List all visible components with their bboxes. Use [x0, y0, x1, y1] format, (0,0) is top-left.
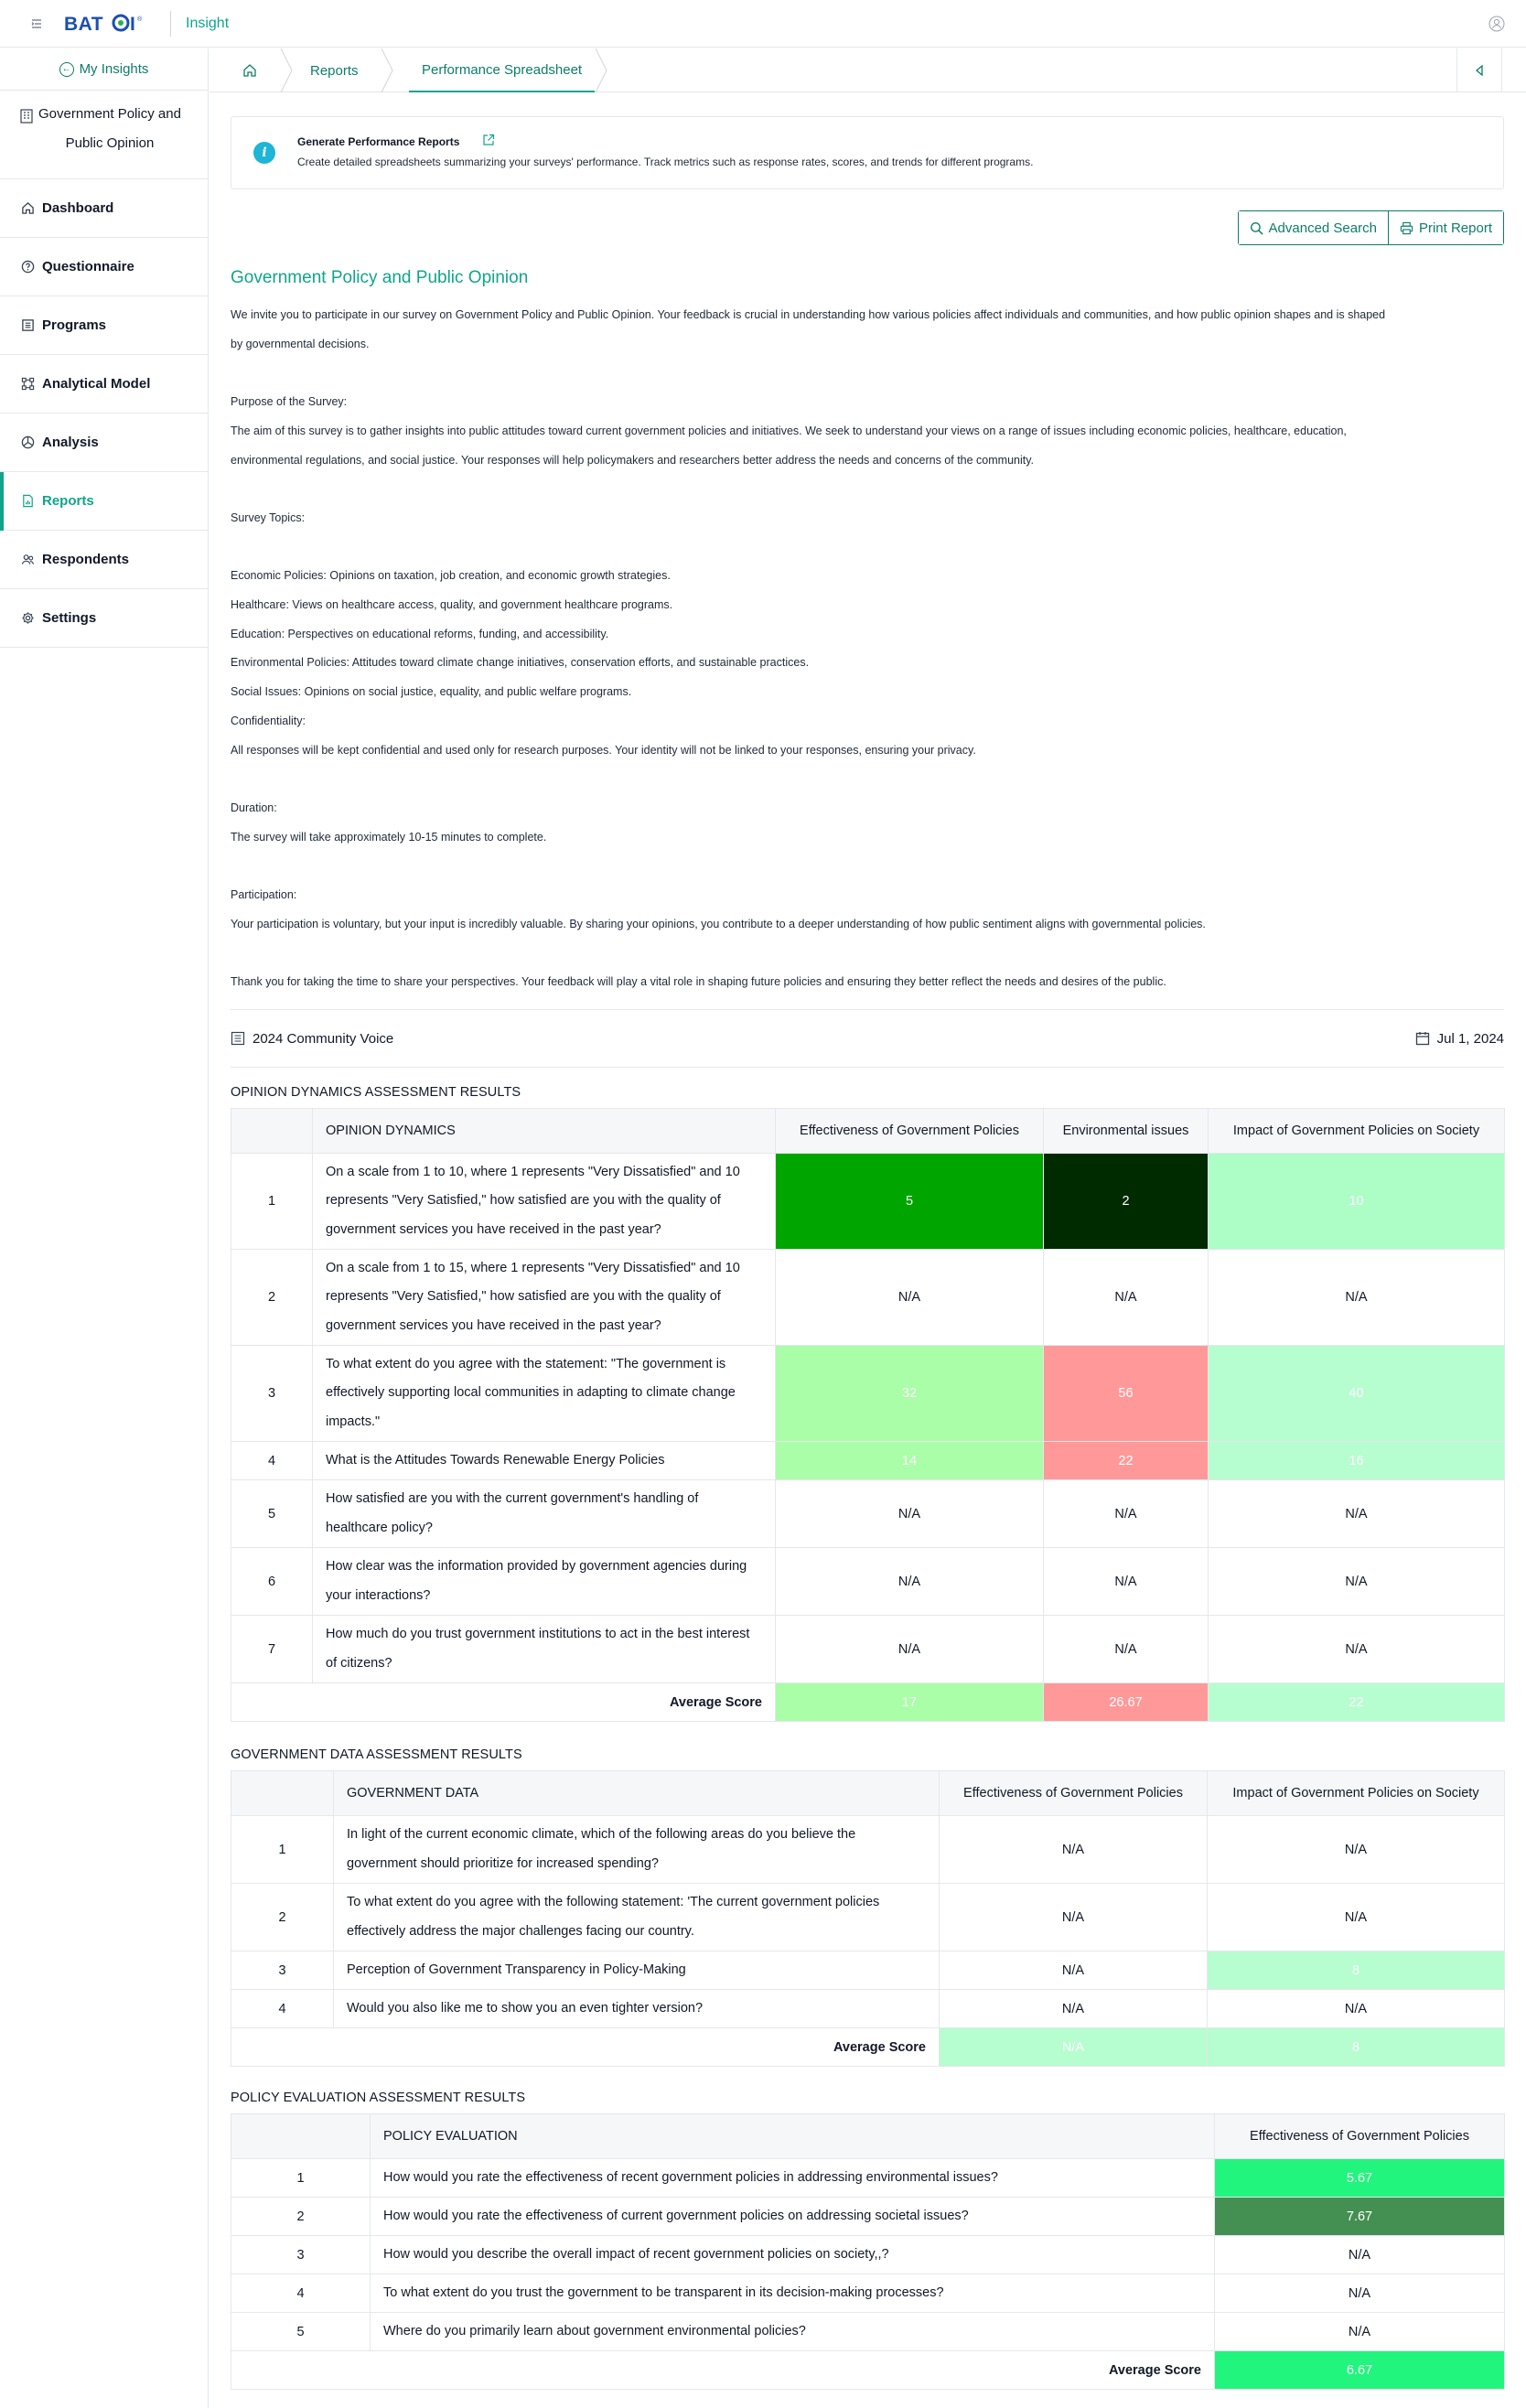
external-link-icon[interactable]: [482, 134, 495, 149]
breadcrumb-separator-icon: [277, 48, 296, 92]
description-line: The survey will take approximately 10-15 minutes to complete.: [231, 830, 547, 844]
table-header-row: [231, 1109, 1505, 1154]
advanced-search-button[interactable]: [1239, 211, 1388, 244]
sidebar-item-programs[interactable]: [0, 296, 208, 355]
question-text: On a scale from 1 to 10, where 1 represents "Very Dissatisfied" and 10 represents "Very Satisfied," how satisfied are you with the quality of government services you have received in the past year?: [313, 1154, 776, 1250]
score-cell: N/A: [1215, 2313, 1505, 2351]
row-number: 3: [231, 1951, 334, 1990]
score-cell: 5: [776, 1154, 1044, 1250]
sidebar-item-settings[interactable]: [0, 589, 208, 648]
table-row: [231, 1442, 1505, 1480]
score-cell: 16: [1209, 1442, 1505, 1480]
description-line: Confidentiality:: [231, 714, 306, 727]
row-number: 2: [231, 1250, 313, 1346]
printer-icon: [1400, 221, 1413, 235]
row-number: 4: [231, 1990, 334, 2028]
score-cell: 22: [1044, 1442, 1209, 1480]
table-header-row: [231, 1771, 1505, 1816]
sidebar-item-label: Analytical Model: [42, 376, 151, 392]
question-text: Where do you primarily learn about government environmental policies?: [371, 2313, 1215, 2351]
score-cell: 40: [1209, 1346, 1505, 1442]
table-row: [231, 1154, 1505, 1250]
question-text: In light of the current economic climate, which of the following areas do you believe the government should prioritize for increased spending?: [334, 1816, 940, 1884]
pie-chart-icon: [20, 435, 35, 450]
row-number: 3: [231, 1346, 313, 1442]
score-cell: 56: [1044, 1346, 1209, 1442]
score-cell: 32: [776, 1346, 1044, 1442]
home-icon: [242, 63, 257, 78]
row-number: 4: [231, 1442, 313, 1480]
score-cell: N/A: [940, 1990, 1208, 2028]
description-line: Environmental Policies: Attitudes toward climate change initiatives, conservation efforts, and sustainable practices.: [231, 656, 810, 670]
score-cell: 10: [1209, 1154, 1505, 1250]
program-name: 2024 Community Voice: [253, 1030, 394, 1047]
svg-text:I: I: [130, 13, 135, 35]
description-line: Your participation is voluntary, but your input is incredibly valuable. By sharing your opinions, you contribute to a deeper understanding of how public sentiment aligns with governmental policies.: [231, 917, 1206, 930]
question-text: Would you also like me to show you an even tighter version?: [334, 1990, 940, 2028]
row-number: 5: [231, 2313, 371, 2351]
average-row: [231, 1683, 1505, 1722]
column-header-category: GOVERNMENT DATA: [334, 1771, 940, 1816]
average-label: Average Score: [231, 2028, 940, 2067]
sidebar-item-respondents[interactable]: [0, 531, 208, 589]
sidebar-item-label: Respondents: [42, 552, 130, 567]
description-line: Participation:: [231, 887, 297, 901]
score-cell: N/A: [776, 1548, 1044, 1616]
row-number: 6: [231, 1548, 313, 1616]
description-line: We invite you to participate in our survey on Government Policy and Public Opinion. Your feedback is crucial in understanding how various policies affect individuals and communities, and how public opinion shapes and is shaped: [231, 308, 1386, 321]
question-text: How satisfied are you with the current government's handling of healthcare policy?: [313, 1480, 776, 1548]
breadcrumb-current[interactable]: Performance Spreadsheet: [409, 48, 595, 92]
description-line: The aim of this survey is to gather insights into public attitudes toward current government policies and initiatives. We seek to understand your views on a range of issues including economic policies, healthcare, education,: [231, 424, 1347, 437]
average-score-cell: 26.67: [1044, 1683, 1209, 1722]
row-number: 2: [231, 2198, 371, 2236]
program-meta: [231, 1009, 1504, 1068]
list-icon: [231, 1031, 245, 1046]
question-text: How would you rate the effectiveness of recent government policies in addressing environmental issues?: [371, 2159, 1215, 2198]
table-row: [231, 1548, 1505, 1616]
score-cell: N/A: [1209, 1548, 1505, 1616]
question-text: On a scale from 1 to 15, where 1 represents "Very Dissatisfied" and 10 represents "Very Satisfied," how satisfied are you with the quality of government services you have received in the past year?: [313, 1250, 776, 1346]
row-number: 1: [231, 2159, 371, 2198]
row-number: 5: [231, 1480, 313, 1548]
column-header: Effectiveness of Government Policies: [1215, 2114, 1505, 2159]
sidebar-item-label: Dashboard: [42, 200, 114, 216]
brand-logo[interactable]: [64, 13, 156, 35]
column-header-category: POLICY EVALUATION: [371, 2114, 1215, 2159]
collapse-panel-button[interactable]: [1456, 48, 1502, 92]
building-icon: [20, 109, 33, 124]
description-line: Social Issues: Opinions on social justice, equality, and public welfare programs.: [231, 685, 632, 699]
average-score-cell: N/A: [940, 2028, 1208, 2067]
column-header: Impact of Government Policies on Society: [1209, 1109, 1505, 1154]
row-number: 1: [231, 1816, 334, 1884]
question-text: What is the Attitudes Towards Renewable Energy Policies: [313, 1442, 776, 1480]
calendar-icon: [1415, 1031, 1430, 1046]
average-label: Average Score: [231, 2351, 1215, 2390]
score-cell: N/A: [1208, 1990, 1505, 2028]
info-icon: i: [253, 142, 275, 164]
sidebar-item-label: Questionnaire: [42, 259, 134, 274]
gear-icon: [20, 611, 35, 626]
table-row: [231, 2198, 1505, 2236]
score-cell: 14: [776, 1442, 1044, 1480]
report-actions: [1238, 210, 1504, 245]
breadcrumb-separator-icon: [592, 48, 610, 92]
question-text: How would you describe the overall impact of recent government policies on society,,?: [371, 2236, 1215, 2274]
program-date: Jul 1, 2024: [1436, 1030, 1504, 1047]
sidebar-item-reports[interactable]: [0, 472, 208, 531]
project-title-line2: Public Opinion: [65, 135, 155, 151]
description-line: Thank you for taking the time to share your perspectives. Your feedback will play a vital role in shaping future policies and ensuring they better reflect the needs and desires of the public.: [231, 975, 1166, 989]
description-line: Survey Topics:: [231, 511, 306, 524]
average-score-cell: 8: [1208, 2028, 1505, 2067]
score-cell: N/A: [776, 1250, 1044, 1346]
table-row: [231, 1346, 1505, 1442]
survey-description: [231, 301, 1504, 997]
info-text: Create detailed spreadsheets summarizing your surveys' performance. Track metrics such as response rates, scores, and trends for different programs.: [297, 156, 1034, 168]
menu-icon[interactable]: [27, 15, 46, 33]
table-row: [231, 2159, 1505, 2198]
caret-left-icon: [1475, 65, 1484, 76]
print-report-button[interactable]: [1388, 211, 1503, 244]
network-icon: [20, 377, 35, 392]
score-cell: N/A: [940, 1816, 1208, 1884]
score-cell: N/A: [1209, 1616, 1505, 1683]
table-row: [231, 1990, 1505, 2028]
sidebar: [0, 48, 209, 2408]
description-line: All responses will be kept confidential and used only for research purposes. Your identity will not be linked to your responses, ensuring your privacy.: [231, 743, 976, 757]
breadcrumb-separator-icon: [378, 48, 396, 92]
survey-title: Government Policy and Public Opinion: [231, 268, 529, 287]
section-title: POLICY EVALUATION ASSESSMENT RESULTS: [231, 2091, 526, 2105]
score-cell: 5.67: [1215, 2159, 1505, 2198]
app-name: Insight: [186, 15, 230, 31]
sidebar-item-analytical-model[interactable]: [0, 355, 208, 414]
brand-logo-mark: [64, 13, 156, 35]
sidebar-item-analysis[interactable]: [0, 414, 208, 472]
description-line: [231, 852, 1504, 881]
advanced-search-label: Advanced Search: [1268, 220, 1377, 236]
average-row: [231, 2028, 1505, 2067]
search-icon: [1250, 221, 1263, 235]
score-cell: N/A: [940, 1951, 1208, 1990]
breadcrumb: [210, 48, 1526, 92]
score-cell: N/A: [1208, 1884, 1505, 1951]
svg-text:®: ®: [137, 16, 143, 23]
score-cell: N/A: [940, 1884, 1208, 1951]
score-cell: N/A: [1044, 1480, 1209, 1548]
description-line: [231, 939, 1504, 968]
svg-text:BAT: BAT: [64, 13, 104, 35]
column-header-number: [231, 1109, 313, 1154]
average-score-cell: 22: [1209, 1683, 1505, 1722]
score-cell: N/A: [776, 1616, 1044, 1683]
description-line: environmental regulations, and social justice. Your responses will help policymakers and researchers better address the needs and concerns of the community.: [231, 453, 1035, 467]
column-header-number: [231, 1771, 334, 1816]
top-bar: [0, 0, 1526, 48]
opinion-dynamics-table: [231, 1108, 1505, 1722]
row-number: 1: [231, 1154, 313, 1250]
column-header: Effectiveness of Government Policies: [776, 1109, 1044, 1154]
list-icon: [20, 318, 35, 333]
table-row: [231, 1480, 1505, 1548]
score-cell: N/A: [1044, 1548, 1209, 1616]
description-line: Healthcare: Views on healthcare access, quality, and government healthcare programs.: [231, 597, 673, 611]
description-line: [231, 359, 1504, 388]
table-row: [231, 1250, 1505, 1346]
info-title: Generate Performance Reports: [297, 135, 460, 148]
home-icon: [20, 201, 35, 216]
sidebar-item-label: Analysis: [42, 435, 99, 450]
my-insights-link[interactable]: [0, 48, 208, 91]
report-icon: [20, 494, 35, 509]
my-insights-label: My Insights: [79, 61, 149, 77]
score-cell: N/A: [1215, 2274, 1505, 2313]
row-number: 4: [231, 2274, 371, 2313]
description-line: Economic Policies: Opinions on taxation, job creation, and economic growth strategies.: [231, 569, 671, 583]
table-row: [231, 1616, 1505, 1683]
description-line: [231, 475, 1504, 504]
user-avatar-icon[interactable]: [1486, 13, 1508, 35]
column-header: Impact of Government Policies on Society: [1208, 1771, 1505, 1816]
question-text: To what extent do you agree with the statement: "The government is effectively supporting local communities in adapting to climate change impacts.": [313, 1346, 776, 1442]
score-cell: N/A: [1209, 1480, 1505, 1548]
description-line: [231, 533, 1504, 563]
average-score-cell: 17: [776, 1683, 1044, 1722]
score-cell: N/A: [776, 1480, 1044, 1548]
policy-evaluation-table: [231, 2113, 1505, 2390]
sidebar-item-questionnaire[interactable]: [0, 238, 208, 296]
score-cell: N/A: [1044, 1616, 1209, 1683]
project-title: [0, 91, 208, 179]
column-header-category: OPINION DYNAMICS: [313, 1109, 776, 1154]
back-arrow-icon: ←: [59, 62, 74, 77]
logo-divider: [170, 11, 171, 37]
score-cell: 8: [1208, 1951, 1505, 1990]
score-cell: N/A: [1208, 1816, 1505, 1884]
question-text: Perception of Government Transparency in Policy-Making: [334, 1951, 940, 1990]
table-row: [231, 1951, 1505, 1990]
average-score-cell: 6.67: [1215, 2351, 1505, 2390]
breadcrumb-home[interactable]: [242, 48, 261, 92]
question-text: To what extent do you trust the government to be transparent in its decision-making processes?: [371, 2274, 1215, 2313]
row-number: 7: [231, 1616, 313, 1683]
description-line: [231, 765, 1504, 794]
table-row: [231, 2274, 1505, 2313]
table-row: [231, 2313, 1505, 2351]
score-cell: N/A: [1044, 1250, 1209, 1346]
average-label: Average Score: [231, 1683, 776, 1722]
sidebar-item-dashboard[interactable]: [0, 179, 208, 238]
score-cell: N/A: [1209, 1250, 1505, 1346]
average-row: [231, 2351, 1505, 2390]
description-line: Education: Perspectives on educational reforms, funding, and accessibility.: [231, 627, 609, 640]
print-report-label: Print Report: [1418, 220, 1492, 236]
info-banner: [231, 116, 1504, 189]
column-header-number: [231, 2114, 371, 2159]
table-row: [231, 1816, 1505, 1884]
column-header: Environmental issues: [1044, 1109, 1209, 1154]
description-line: Duration:: [231, 801, 277, 814]
section-title: GOVERNMENT DATA ASSESSMENT RESULTS: [231, 1747, 522, 1762]
sidebar-item-label: Programs: [42, 317, 107, 333]
question-text: How would you rate the effectiveness of current government policies on addressing societal issues?: [371, 2198, 1215, 2236]
table-row: [231, 2236, 1505, 2274]
column-header: Effectiveness of Government Policies: [940, 1771, 1208, 1816]
section-title: OPINION DYNAMICS ASSESSMENT RESULTS: [231, 1085, 521, 1100]
description-line: by governmental decisions.: [231, 337, 370, 350]
breadcrumb-reports[interactable]: Reports: [310, 62, 359, 79]
score-cell: 2: [1044, 1154, 1209, 1250]
question-circle-icon: [20, 260, 35, 274]
government-data-table: [231, 1770, 1505, 2067]
table-header-row: [231, 2114, 1505, 2159]
users-icon: [20, 553, 35, 567]
row-number: 2: [231, 1884, 334, 1951]
sidebar-item-label: Reports: [42, 493, 94, 509]
score-cell: 7.67: [1215, 2198, 1505, 2236]
score-cell: N/A: [1215, 2236, 1505, 2274]
description-line: Purpose of the Survey:: [231, 395, 348, 409]
project-title-line1: Government Policy and: [38, 106, 181, 122]
sidebar-item-label: Settings: [42, 610, 97, 626]
question-text: How clear was the information provided by government agencies during your interactions?: [313, 1548, 776, 1616]
row-number: 3: [231, 2236, 371, 2274]
question-text: How much do you trust government institutions to act in the best interest of citizens?: [313, 1616, 776, 1683]
question-text: To what extent do you agree with the following statement: 'The current government policies effectively address the major challenges facing our country.: [334, 1884, 940, 1951]
table-row: [231, 1884, 1505, 1951]
